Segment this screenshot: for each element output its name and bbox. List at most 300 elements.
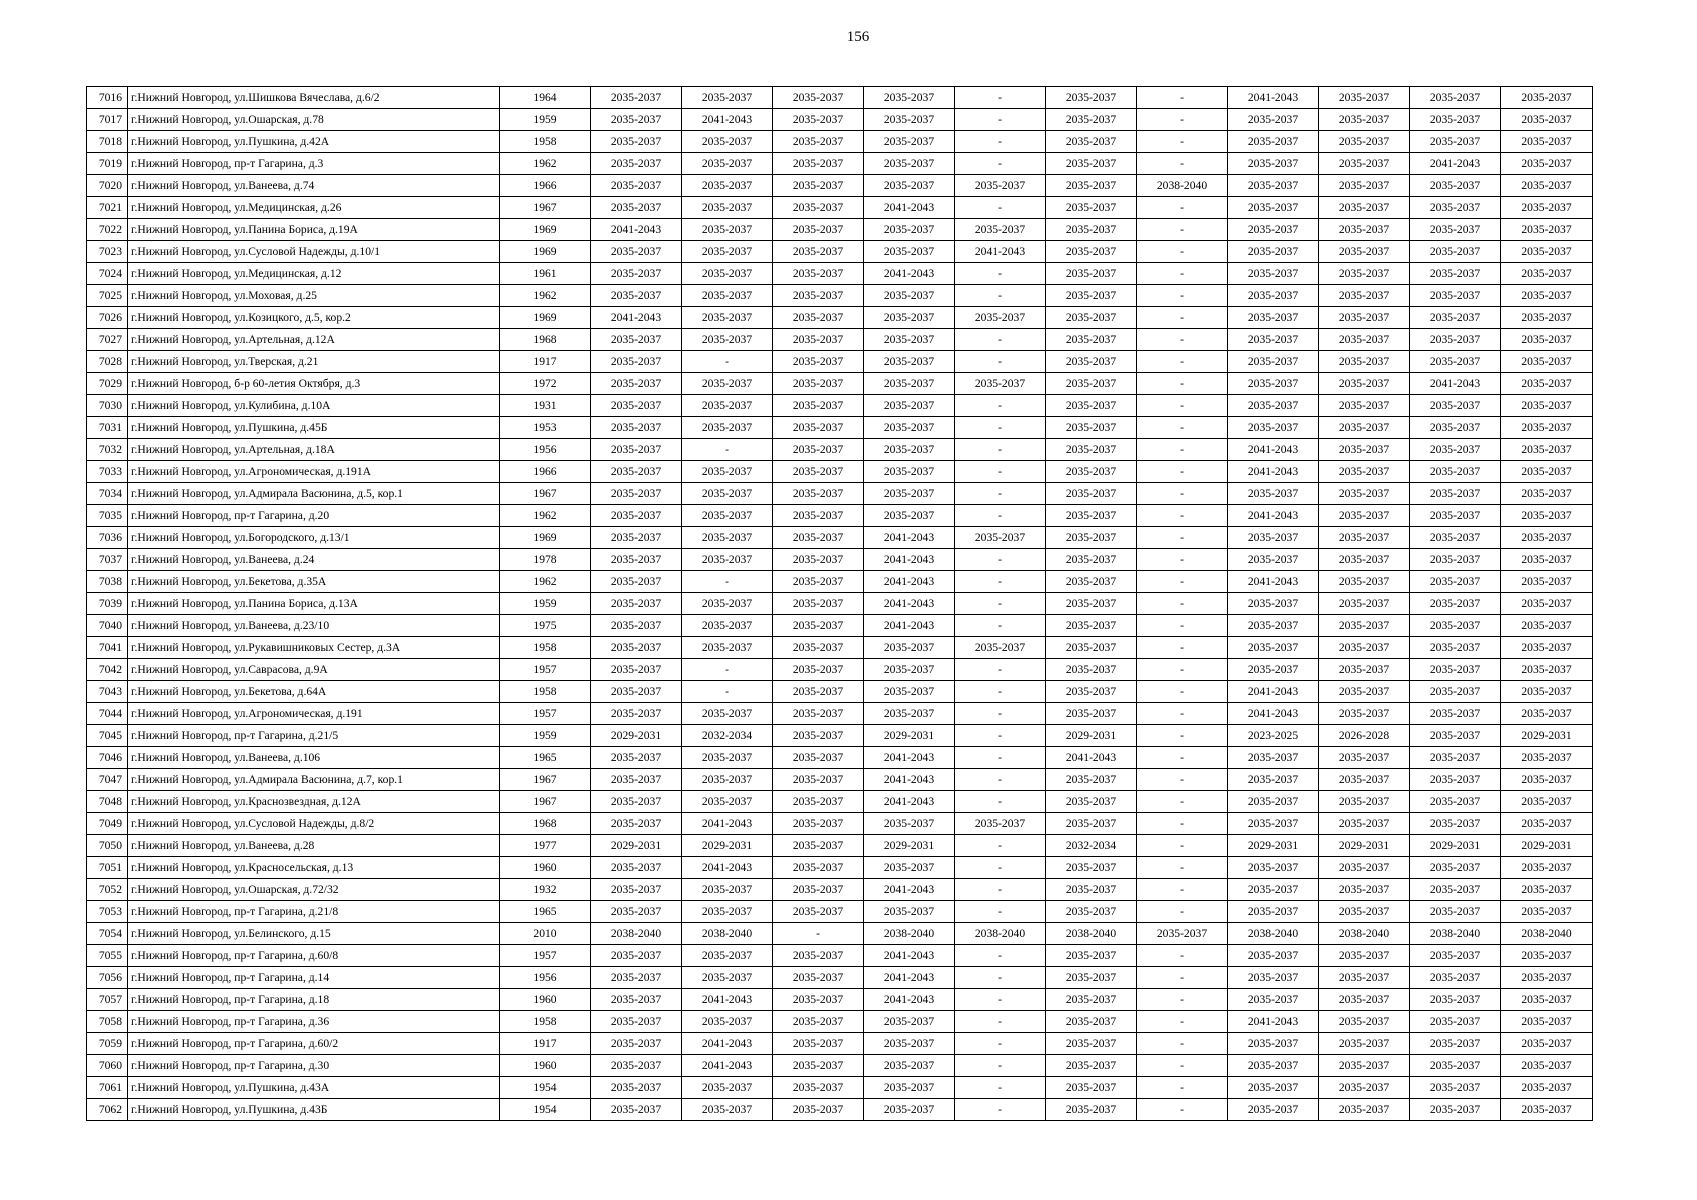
cell-row-number: 7033: [87, 461, 128, 483]
cell-build-year: 1964: [500, 87, 591, 109]
cell-period-11: 2035-2037: [1501, 417, 1593, 439]
cell-period-4: 2041-2043: [864, 197, 955, 219]
cell-period-6: 2035-2037: [1046, 153, 1137, 175]
table-row: [87, 505, 1593, 527]
cell-period-3: 2035-2037: [773, 373, 864, 395]
cell-period-9: 2035-2037: [1319, 373, 1410, 395]
cell-period-11: 2035-2037: [1501, 945, 1593, 967]
cell-period-3: 2035-2037: [773, 857, 864, 879]
cell-period-8: 2035-2037: [1228, 351, 1319, 373]
cell-period-5: 2041-2043: [955, 241, 1046, 263]
cell-period-4: 2041-2043: [864, 549, 955, 571]
cell-period-1: 2029-2031: [591, 725, 682, 747]
cell-build-year: 1960: [500, 857, 591, 879]
cell-period-5: -: [955, 901, 1046, 923]
cell-period-10: 2038-2040: [1410, 923, 1501, 945]
cell-period-11: 2035-2037: [1501, 1099, 1593, 1121]
cell-period-5: -: [955, 615, 1046, 637]
cell-period-7: -: [1137, 769, 1228, 791]
cell-row-number: 7038: [87, 571, 128, 593]
cell-period-1: 2035-2037: [591, 483, 682, 505]
cell-period-5: -: [955, 769, 1046, 791]
cell-period-11: 2035-2037: [1501, 109, 1593, 131]
cell-period-11: 2035-2037: [1501, 307, 1593, 329]
table-row: [87, 989, 1593, 1011]
cell-period-7: -: [1137, 813, 1228, 835]
cell-period-2: 2035-2037: [682, 505, 773, 527]
cell-period-4: 2035-2037: [864, 87, 955, 109]
cell-period-6: 2035-2037: [1046, 967, 1137, 989]
cell-period-10: 2035-2037: [1410, 1055, 1501, 1077]
cell-period-9: 2029-2031: [1319, 835, 1410, 857]
cell-period-2: 2035-2037: [682, 615, 773, 637]
cell-period-2: 2041-2043: [682, 109, 773, 131]
cell-period-5: -: [955, 989, 1046, 1011]
cell-period-10: 2035-2037: [1410, 219, 1501, 241]
cell-row-number: 7051: [87, 857, 128, 879]
cell-period-5: 2035-2037: [955, 219, 1046, 241]
table-row: [87, 329, 1593, 351]
cell-row-number: 7039: [87, 593, 128, 615]
cell-build-year: 1972: [500, 373, 591, 395]
cell-row-number: 7024: [87, 263, 128, 285]
cell-period-11: 2035-2037: [1501, 571, 1593, 593]
cell-period-2: 2035-2037: [682, 1077, 773, 1099]
cell-build-year: 1975: [500, 615, 591, 637]
cell-period-5: 2035-2037: [955, 527, 1046, 549]
cell-row-number: 7057: [87, 989, 128, 1011]
table-row: [87, 395, 1593, 417]
cell-period-5: -: [955, 879, 1046, 901]
cell-period-1: 2035-2037: [591, 681, 682, 703]
cell-period-6: 2035-2037: [1046, 197, 1137, 219]
cell-period-4: 2029-2031: [864, 835, 955, 857]
cell-period-10: 2035-2037: [1410, 615, 1501, 637]
cell-period-11: 2035-2037: [1501, 175, 1593, 197]
cell-row-number: 7016: [87, 87, 128, 109]
cell-period-1: 2035-2037: [591, 505, 682, 527]
cell-period-6: 2035-2037: [1046, 571, 1137, 593]
cell-period-1: 2035-2037: [591, 945, 682, 967]
cell-period-10: 2035-2037: [1410, 747, 1501, 769]
cell-period-1: 2035-2037: [591, 901, 682, 923]
cell-period-2: 2035-2037: [682, 769, 773, 791]
cell-address: г.Нижний Новгород, ул.Ванеева, д.23/10: [128, 615, 500, 637]
cell-row-number: 7059: [87, 1033, 128, 1055]
cell-build-year: 1956: [500, 967, 591, 989]
cell-period-9: 2035-2037: [1319, 505, 1410, 527]
cell-period-10: 2035-2037: [1410, 703, 1501, 725]
cell-address: г.Нижний Новгород, ул.Тверская, д.21: [128, 351, 500, 373]
cell-address: г.Нижний Новгород, пр-т Гагарина, д.20: [128, 505, 500, 527]
cell-address: г.Нижний Новгород, ул.Ванеева, д.106: [128, 747, 500, 769]
cell-period-9: 2035-2037: [1319, 659, 1410, 681]
cell-period-1: 2035-2037: [591, 1033, 682, 1055]
cell-period-10: 2035-2037: [1410, 527, 1501, 549]
cell-period-8: 2041-2043: [1228, 571, 1319, 593]
cell-period-1: 2035-2037: [591, 285, 682, 307]
cell-period-9: 2035-2037: [1319, 307, 1410, 329]
cell-period-7: -: [1137, 527, 1228, 549]
cell-period-8: 2035-2037: [1228, 285, 1319, 307]
cell-period-7: -: [1137, 703, 1228, 725]
cell-address: г.Нижний Новгород, пр-т Гагарина, д.60/2: [128, 1033, 500, 1055]
cell-period-9: 2035-2037: [1319, 439, 1410, 461]
cell-period-2: 2035-2037: [682, 593, 773, 615]
cell-period-6: 2035-2037: [1046, 879, 1137, 901]
cell-period-7: -: [1137, 659, 1228, 681]
cell-period-8: 2035-2037: [1228, 879, 1319, 901]
cell-period-10: 2029-2031: [1410, 835, 1501, 857]
cell-row-number: 7047: [87, 769, 128, 791]
cell-row-number: 7019: [87, 153, 128, 175]
cell-period-6: 2035-2037: [1046, 461, 1137, 483]
cell-build-year: 1957: [500, 703, 591, 725]
cell-period-10: 2035-2037: [1410, 87, 1501, 109]
cell-build-year: 1959: [500, 725, 591, 747]
cell-build-year: 1932: [500, 879, 591, 901]
table-row: [87, 197, 1593, 219]
cell-period-4: 2041-2043: [864, 747, 955, 769]
cell-period-10: 2035-2037: [1410, 241, 1501, 263]
cell-period-11: 2035-2037: [1501, 373, 1593, 395]
cell-period-7: -: [1137, 109, 1228, 131]
cell-period-6: 2035-2037: [1046, 615, 1137, 637]
table-row: [87, 87, 1593, 109]
cell-row-number: 7023: [87, 241, 128, 263]
cell-address: г.Нижний Новгород, пр-т Гагарина, д.60/8: [128, 945, 500, 967]
cell-period-7: -: [1137, 989, 1228, 1011]
cell-period-4: 2038-2040: [864, 923, 955, 945]
cell-period-11: 2035-2037: [1501, 813, 1593, 835]
cell-period-8: 2035-2037: [1228, 967, 1319, 989]
cell-period-10: 2035-2037: [1410, 175, 1501, 197]
cell-period-11: 2035-2037: [1501, 439, 1593, 461]
cell-period-11: 2035-2037: [1501, 901, 1593, 923]
cell-period-1: 2035-2037: [591, 351, 682, 373]
cell-address: г.Нижний Новгород, пр-т Гагарина, д.18: [128, 989, 500, 1011]
cell-period-11: 2035-2037: [1501, 219, 1593, 241]
cell-period-5: 2035-2037: [955, 175, 1046, 197]
table-row: [87, 1011, 1593, 1033]
cell-period-3: 2035-2037: [773, 725, 864, 747]
cell-period-7: -: [1137, 329, 1228, 351]
cell-period-4: 2035-2037: [864, 681, 955, 703]
cell-period-1: 2035-2037: [591, 747, 682, 769]
cell-build-year: 1960: [500, 989, 591, 1011]
cell-period-1: 2035-2037: [591, 241, 682, 263]
cell-period-11: 2035-2037: [1501, 747, 1593, 769]
cell-period-9: 2035-2037: [1319, 1099, 1410, 1121]
cell-build-year: 1957: [500, 945, 591, 967]
cell-period-5: 2035-2037: [955, 373, 1046, 395]
cell-row-number: 7017: [87, 109, 128, 131]
cell-period-11: 2035-2037: [1501, 1033, 1593, 1055]
cell-period-4: 2035-2037: [864, 439, 955, 461]
cell-period-2: 2035-2037: [682, 483, 773, 505]
cell-period-9: 2035-2037: [1319, 901, 1410, 923]
cell-period-7: -: [1137, 1033, 1228, 1055]
cell-period-6: 2032-2034: [1046, 835, 1137, 857]
table-row: [87, 703, 1593, 725]
cell-address: г.Нижний Новгород, ул.Ошарская, д.72/32: [128, 879, 500, 901]
table-row: [87, 483, 1593, 505]
cell-period-3: 2035-2037: [773, 439, 864, 461]
cell-build-year: 1917: [500, 351, 591, 373]
cell-row-number: 7045: [87, 725, 128, 747]
cell-period-7: -: [1137, 747, 1228, 769]
table-row: [87, 1099, 1593, 1121]
cell-period-3: 2035-2037: [773, 835, 864, 857]
cell-address: г.Нижний Новгород, пр-т Гагарина, д.21/8: [128, 901, 500, 923]
cell-period-7: -: [1137, 615, 1228, 637]
cell-period-2: 2035-2037: [682, 197, 773, 219]
cell-period-6: 2035-2037: [1046, 1011, 1137, 1033]
cell-period-9: 2035-2037: [1319, 263, 1410, 285]
cell-period-4: 2035-2037: [864, 505, 955, 527]
cell-period-8: 2035-2037: [1228, 417, 1319, 439]
cell-period-10: 2035-2037: [1410, 285, 1501, 307]
cell-period-3: 2035-2037: [773, 109, 864, 131]
cell-period-11: 2035-2037: [1501, 87, 1593, 109]
cell-period-4: 2035-2037: [864, 483, 955, 505]
cell-period-6: 2035-2037: [1046, 219, 1137, 241]
cell-address: г.Нижний Новгород, ул.Пушкина, д.42А: [128, 131, 500, 153]
cell-build-year: 1956: [500, 439, 591, 461]
cell-period-7: -: [1137, 307, 1228, 329]
cell-period-3: 2035-2037: [773, 153, 864, 175]
table-row: [87, 615, 1593, 637]
cell-period-4: 2035-2037: [864, 329, 955, 351]
cell-period-2: 2035-2037: [682, 241, 773, 263]
cell-period-9: 2035-2037: [1319, 329, 1410, 351]
cell-period-11: 2035-2037: [1501, 1055, 1593, 1077]
cell-period-9: 2035-2037: [1319, 153, 1410, 175]
cell-period-9: 2035-2037: [1319, 791, 1410, 813]
cell-period-1: 2035-2037: [591, 109, 682, 131]
table-row: [87, 417, 1593, 439]
cell-period-8: 2035-2037: [1228, 483, 1319, 505]
cell-period-8: 2035-2037: [1228, 637, 1319, 659]
cell-period-5: -: [955, 967, 1046, 989]
cell-build-year: 1954: [500, 1099, 591, 1121]
cell-row-number: 7020: [87, 175, 128, 197]
cell-period-10: 2035-2037: [1410, 1011, 1501, 1033]
cell-period-11: 2035-2037: [1501, 857, 1593, 879]
cell-period-11: 2035-2037: [1501, 483, 1593, 505]
cell-period-9: 2035-2037: [1319, 549, 1410, 571]
cell-address: г.Нижний Новгород, ул.Бекетова, д.35А: [128, 571, 500, 593]
cell-build-year: 1957: [500, 659, 591, 681]
table-row: [87, 1077, 1593, 1099]
cell-period-4: 2041-2043: [864, 527, 955, 549]
cell-build-year: 1969: [500, 219, 591, 241]
cell-period-10: 2035-2037: [1410, 131, 1501, 153]
cell-period-6: 2035-2037: [1046, 813, 1137, 835]
cell-period-2: -: [682, 659, 773, 681]
table-row: [87, 659, 1593, 681]
cell-period-2: -: [682, 351, 773, 373]
cell-period-3: 2035-2037: [773, 87, 864, 109]
cell-period-6: 2035-2037: [1046, 175, 1137, 197]
cell-period-4: 2035-2037: [864, 659, 955, 681]
cell-period-3: 2035-2037: [773, 791, 864, 813]
cell-period-11: 2035-2037: [1501, 637, 1593, 659]
cell-address: г.Нижний Новгород, ул.Панина Бориса, д.13А: [128, 593, 500, 615]
table-row: [87, 901, 1593, 923]
cell-period-10: 2035-2037: [1410, 197, 1501, 219]
cell-row-number: 7032: [87, 439, 128, 461]
cell-period-5: -: [955, 87, 1046, 109]
cell-period-9: 2035-2037: [1319, 417, 1410, 439]
cell-period-5: -: [955, 1033, 1046, 1055]
cell-period-7: -: [1137, 1099, 1228, 1121]
cell-period-2: -: [682, 439, 773, 461]
cell-address: г.Нижний Новгород, ул.Саврасова, д.9А: [128, 659, 500, 681]
table-row: [87, 923, 1593, 945]
cell-build-year: 1960: [500, 1055, 591, 1077]
cell-period-2: 2035-2037: [682, 637, 773, 659]
cell-period-6: 2035-2037: [1046, 1077, 1137, 1099]
cell-period-8: 2035-2037: [1228, 857, 1319, 879]
cell-address: г.Нижний Новгород, ул.Агрономическая, д.191А: [128, 461, 500, 483]
cell-address: г.Нижний Новгород, ул.Пушкина, д.43А: [128, 1077, 500, 1099]
cell-period-9: 2035-2037: [1319, 637, 1410, 659]
cell-row-number: 7040: [87, 615, 128, 637]
cell-period-11: 2035-2037: [1501, 285, 1593, 307]
cell-period-5: -: [955, 461, 1046, 483]
cell-period-9: 2035-2037: [1319, 131, 1410, 153]
cell-period-6: 2035-2037: [1046, 989, 1137, 1011]
cell-period-1: 2035-2037: [591, 703, 682, 725]
cell-period-1: 2035-2037: [591, 857, 682, 879]
cell-period-9: 2035-2037: [1319, 241, 1410, 263]
cell-row-number: 7036: [87, 527, 128, 549]
cell-period-8: 2041-2043: [1228, 505, 1319, 527]
cell-address: г.Нижний Новгород, пр-т Гагарина, д.21/5: [128, 725, 500, 747]
cell-period-11: 2035-2037: [1501, 153, 1593, 175]
cell-period-2: 2041-2043: [682, 1033, 773, 1055]
cell-period-1: 2038-2040: [591, 923, 682, 945]
cell-address: г.Нижний Новгород, пр-т Гагарина, д.14: [128, 967, 500, 989]
cell-period-3: 2035-2037: [773, 219, 864, 241]
cell-build-year: 1931: [500, 395, 591, 417]
cell-period-4: 2035-2037: [864, 351, 955, 373]
cell-period-1: 2035-2037: [591, 527, 682, 549]
cell-period-11: 2035-2037: [1501, 593, 1593, 615]
cell-period-10: 2035-2037: [1410, 769, 1501, 791]
cell-period-3: 2035-2037: [773, 263, 864, 285]
cell-period-6: 2035-2037: [1046, 1055, 1137, 1077]
cell-period-10: 2041-2043: [1410, 373, 1501, 395]
cell-period-7: -: [1137, 505, 1228, 527]
cell-period-3: 2035-2037: [773, 637, 864, 659]
cell-period-4: 2035-2037: [864, 285, 955, 307]
cell-period-1: 2035-2037: [591, 197, 682, 219]
cell-period-3: 2035-2037: [773, 659, 864, 681]
cell-period-4: 2035-2037: [864, 637, 955, 659]
cell-period-4: 2035-2037: [864, 461, 955, 483]
cell-period-10: 2035-2037: [1410, 967, 1501, 989]
cell-period-8: 2041-2043: [1228, 1011, 1319, 1033]
cell-address: г.Нижний Новгород, ул.Ванеева, д.28: [128, 835, 500, 857]
cell-period-3: 2035-2037: [773, 615, 864, 637]
cell-address: г.Нижний Новгород, ул.Ванеева, д.74: [128, 175, 500, 197]
cell-period-3: 2035-2037: [773, 417, 864, 439]
cell-period-8: 2035-2037: [1228, 307, 1319, 329]
cell-period-3: 2035-2037: [773, 1011, 864, 1033]
cell-period-9: 2035-2037: [1319, 1011, 1410, 1033]
cell-row-number: 7025: [87, 285, 128, 307]
cell-row-number: 7046: [87, 747, 128, 769]
cell-period-9: 2035-2037: [1319, 351, 1410, 373]
cell-period-4: 2041-2043: [864, 593, 955, 615]
cell-period-6: 2035-2037: [1046, 131, 1137, 153]
cell-build-year: 1958: [500, 131, 591, 153]
cell-address: г.Нижний Новгород, ул.Панина Бориса, д.19А: [128, 219, 500, 241]
table-row: [87, 879, 1593, 901]
cell-period-11: 2035-2037: [1501, 241, 1593, 263]
cell-period-10: 2035-2037: [1410, 593, 1501, 615]
cell-period-5: -: [955, 791, 1046, 813]
cell-period-11: 2035-2037: [1501, 197, 1593, 219]
table-row: [87, 439, 1593, 461]
cell-period-1: 2035-2037: [591, 1077, 682, 1099]
cell-row-number: 7048: [87, 791, 128, 813]
cell-address: г.Нижний Новгород, ул.Медицинская, д.26: [128, 197, 500, 219]
cell-period-10: 2035-2037: [1410, 791, 1501, 813]
cell-row-number: 7054: [87, 923, 128, 945]
cell-period-5: -: [955, 153, 1046, 175]
cell-period-7: -: [1137, 549, 1228, 571]
cell-period-8: 2035-2037: [1228, 593, 1319, 615]
cell-period-1: 2035-2037: [591, 175, 682, 197]
cell-period-4: 2041-2043: [864, 263, 955, 285]
cell-period-10: 2035-2037: [1410, 637, 1501, 659]
cell-period-9: 2035-2037: [1319, 813, 1410, 835]
cell-address: г.Нижний Новгород, пр-т Гагарина, д.36: [128, 1011, 500, 1033]
cell-row-number: 7018: [87, 131, 128, 153]
cell-period-2: 2041-2043: [682, 1055, 773, 1077]
cell-period-7: -: [1137, 791, 1228, 813]
cell-period-10: 2035-2037: [1410, 307, 1501, 329]
cell-period-4: 2041-2043: [864, 989, 955, 1011]
cell-period-7: -: [1137, 967, 1228, 989]
cell-period-11: 2038-2040: [1501, 923, 1593, 945]
cell-period-1: 2035-2037: [591, 637, 682, 659]
cell-period-7: -: [1137, 571, 1228, 593]
cell-period-11: 2035-2037: [1501, 527, 1593, 549]
cell-row-number: 7053: [87, 901, 128, 923]
cell-row-number: 7029: [87, 373, 128, 395]
cell-period-4: 2029-2031: [864, 725, 955, 747]
cell-build-year: 1968: [500, 813, 591, 835]
cell-period-4: 2041-2043: [864, 967, 955, 989]
cell-period-2: 2035-2037: [682, 395, 773, 417]
cell-period-2: 2035-2037: [682, 1099, 773, 1121]
cell-period-3: 2035-2037: [773, 813, 864, 835]
cell-period-5: -: [955, 1099, 1046, 1121]
cell-period-10: 2035-2037: [1410, 351, 1501, 373]
cell-period-1: 2035-2037: [591, 989, 682, 1011]
cell-address: г.Нижний Новгород, ул.Артельная, д.12А: [128, 329, 500, 351]
cell-period-8: 2035-2037: [1228, 989, 1319, 1011]
cell-period-1: 2035-2037: [591, 813, 682, 835]
cell-period-8: 2041-2043: [1228, 703, 1319, 725]
cell-period-3: 2035-2037: [773, 241, 864, 263]
table-row: [87, 1033, 1593, 1055]
cell-period-9: 2035-2037: [1319, 681, 1410, 703]
